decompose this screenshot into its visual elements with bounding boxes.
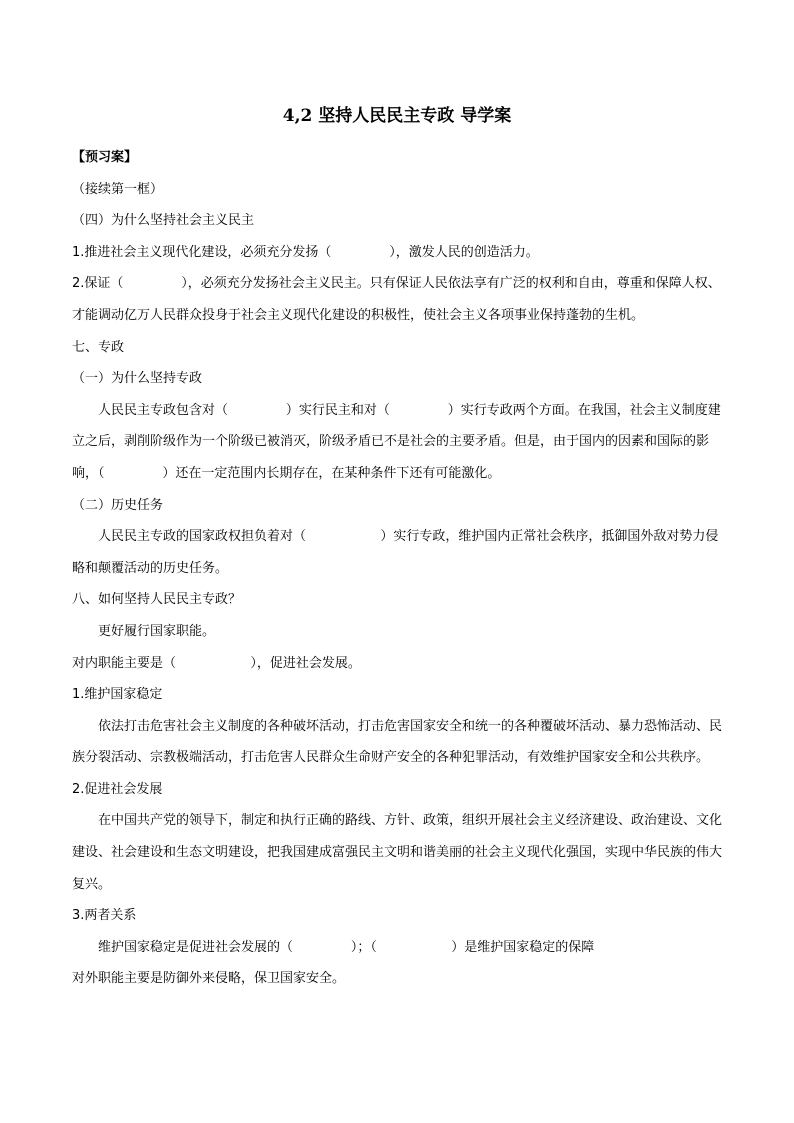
paragraph-relation: 维护国家稳定是促进社会发展的（ ）；（ ）是维护国家稳定的保障 bbox=[98, 939, 595, 955]
heading-history: （二）历史任务 bbox=[72, 497, 164, 513]
continue-note: （接续第一框） bbox=[72, 181, 164, 197]
heading-stability: 1.维护国家稳定 bbox=[72, 687, 163, 703]
paragraph-development: 在中国共产党的领导下，制定和执行正确的路线、方针、政策，组织开展社会主义经济建设、政治建设、文化建设、社会建设和生态文明建设，把我国建成富强民主文明和谐美丽的社会主义现代化强国，实现中华民族的伟大复兴。 bbox=[72, 813, 723, 892]
paragraph-internal-function: 对内职能主要是（ ），促进社会发展。 bbox=[72, 655, 361, 671]
paragraph-external-function: 对外职能主要是防御外来侵略，保卫国家安全。 bbox=[72, 971, 346, 987]
paragraph-history: 人民民主专政的国家政权担负着对（ ）实行专政，维护国内正常社会秩序，抵御国外敌对势力侵略和颠覆活动的历史任务。 bbox=[72, 529, 719, 576]
paragraph-dictatorship: 人民民主专政包含对（ ）实行民主和对（ ）实行专政两个方面。在我国，社会主义制度建立之后，剥削阶级作为一个阶级已被消灭，阶级矛盾已不是社会的主要矛盾。但是，由于国内的因素和国际的影响，（ ）还在一定范围内长期存在，在某种条件下还有可能激化。 bbox=[72, 402, 721, 481]
heading-why-dictatorship: （一）为什么坚持专政 bbox=[72, 371, 203, 387]
heading-dictatorship: 七、专政 bbox=[72, 339, 125, 355]
paragraph-democracy-1: 1.推进社会主义现代化建设，必须充分发扬（ ），激发人民的创造活力。 bbox=[72, 244, 539, 260]
heading-how: 八、如何坚持人民民主专政？ bbox=[72, 592, 242, 608]
document-body bbox=[72, 142, 728, 995]
paragraph-stability: 依法打击危害社会主义制度的各种破坏活动，打击危害国家安全和统一的各种覆破坏活动、暴力恐怖活动、民族分裂活动、宗教极端活动，打击危害人民群众生命财产安全的各种犯罪活动，有效维护国家安全和公共秩序。 bbox=[72, 718, 723, 766]
heading-relation: 3.两者关系 bbox=[72, 908, 137, 924]
heading-development: 2.促进社会发展 bbox=[72, 781, 163, 797]
heading-why-democracy: （四）为什么坚持社会主义民主 bbox=[72, 213, 255, 229]
section-header: 【预习案】 bbox=[72, 150, 138, 165]
paragraph-functions: 更好履行国家职能。 bbox=[98, 623, 216, 639]
paragraph-democracy-2: 2.保证（ ），必须充分发扬社会主义民主。只有保证人民依法享有广泛的权利和自由，尊重和保障人权、才能调动亿万人民群众投身于社会主义现代化建设的积极性，使社会主义各项事业保持蓬勃的生机。 bbox=[72, 276, 721, 323]
document-title: 4,2 坚持人民民主专政 导学案 bbox=[282, 106, 512, 126]
